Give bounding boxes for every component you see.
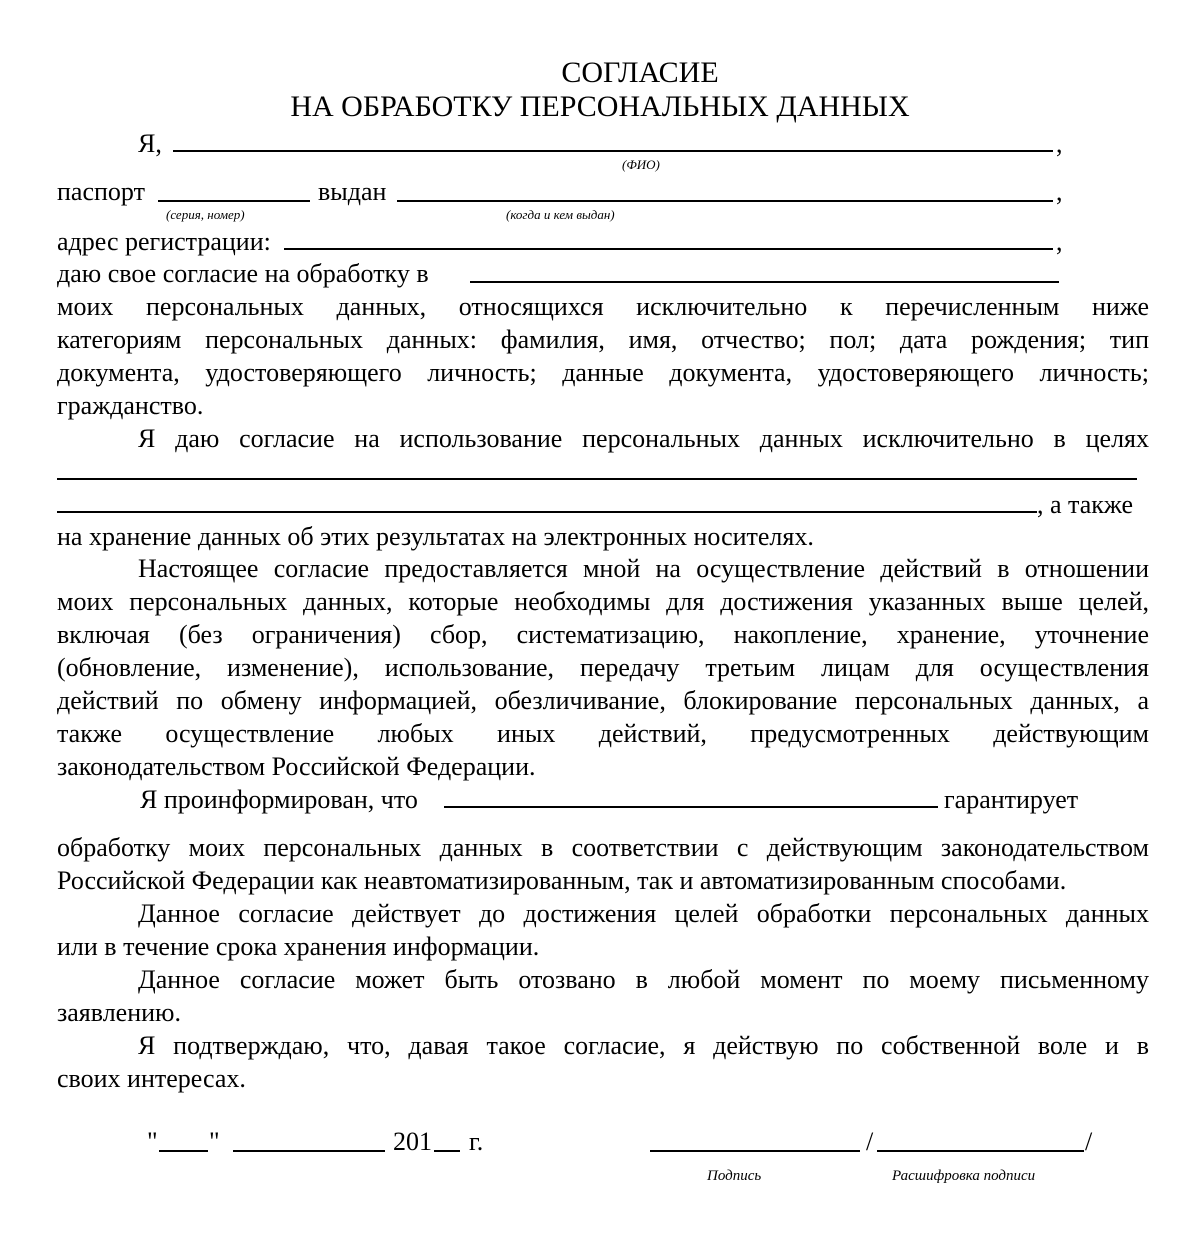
- para7-line: Я подтверждаю, что, давая такое согласие, я действую по собственной воле и в: [138, 1031, 1149, 1060]
- para3-line: моих персональных данных, которые необходимы для достижения указанных выше целей,: [57, 587, 1149, 616]
- fio-hint: (ФИО): [622, 157, 660, 172]
- document-title: СОГЛАСИЕ: [561, 56, 719, 89]
- para2-line: на хранение данных об этих результатах на электронных носителях.: [57, 522, 814, 551]
- signature-slash-1: /: [866, 1127, 874, 1156]
- para5-line: или в течение срока хранения информации.: [57, 932, 540, 961]
- para1-line: категориям персональных данных: фамилия, имя, отчество; пол; дата рождения; тип: [57, 325, 1149, 354]
- para1-line: моих персональных данных, относящихся исключительно к перечисленным ниже: [57, 292, 1149, 321]
- signature-hint: Подпись: [707, 1168, 762, 1184]
- signature-decoding-field[interactable]: [877, 1150, 1084, 1152]
- para4-suffix: гарантирует: [944, 785, 1079, 814]
- para7-line: своих интересах.: [57, 1064, 246, 1093]
- day-field[interactable]: [159, 1150, 208, 1152]
- para3-line: также осуществление любых иных действий, предусмотренных действующим: [57, 719, 1149, 748]
- para1-line: документа, удостоверяющего личность; данные документа, удостоверяющего личность;: [57, 358, 1149, 387]
- para3-line: законодательством Российской Федерации.: [57, 752, 536, 781]
- passport-hint: (серия, номер): [166, 207, 245, 222]
- purpose-field-2[interactable]: [57, 511, 1037, 513]
- date-quote-open: ": [147, 1127, 158, 1156]
- fio-comma: ,: [1056, 129, 1063, 158]
- year-prefix: 201: [393, 1127, 432, 1156]
- date-quote-close: ": [209, 1127, 220, 1156]
- para1-line: гражданство.: [57, 391, 204, 420]
- para3-line: действий по обмену информацией, обезличивание, блокирование персональных данных, а: [57, 686, 1149, 715]
- consent-to-label: даю свое согласие на обработку в: [57, 259, 429, 288]
- issued-field[interactable]: [397, 200, 1053, 202]
- para4-line: Российской Федерации как неавтоматизированным, так и автоматизированным способами.: [57, 866, 1067, 895]
- issued-hint: (когда и кем выдан): [506, 207, 615, 222]
- address-label: адрес регистрации:: [57, 227, 271, 256]
- para6-line: Данное согласие может быть отозвано в любой момент по моему письменному: [138, 965, 1149, 994]
- year-suffix: г.: [469, 1127, 484, 1156]
- passport-field[interactable]: [158, 200, 310, 202]
- para4-prefix: Я проинформирован, что: [140, 785, 418, 814]
- organization-field[interactable]: [470, 281, 1059, 283]
- passport-label: паспорт: [57, 177, 145, 206]
- para3-line: (обновление, изменение), использование, передачу третьим лицам для осуществления: [57, 653, 1149, 682]
- address-field[interactable]: [284, 248, 1053, 250]
- year-field[interactable]: [434, 1150, 460, 1152]
- address-comma: ,: [1056, 227, 1063, 256]
- para2-also: , а также: [1037, 490, 1134, 519]
- issued-comma: ,: [1056, 177, 1063, 206]
- month-field[interactable]: [233, 1150, 385, 1152]
- para4-line: обработку моих персональных данных в соответствии с действующим законодательством: [57, 833, 1149, 862]
- document-subtitle: НА ОБРАБОТКУ ПЕРСОНАЛЬНЫХ ДАННЫХ: [290, 90, 910, 123]
- signature-slash-2: /: [1085, 1127, 1093, 1156]
- para3-line: включая (без ограничения) сбор, систематизацию, накопление, хранение, уточнение: [57, 620, 1149, 649]
- para2-line: Я даю согласие на использование персональных данных исключительно в целях: [138, 424, 1149, 453]
- para5-line: Данное согласие действует до достижения целей обработки персональных данных: [138, 899, 1149, 928]
- fio-field[interactable]: [173, 150, 1053, 152]
- operator-field[interactable]: [444, 806, 938, 808]
- para6-line: заявлению.: [57, 998, 181, 1027]
- signature-field[interactable]: [650, 1150, 860, 1152]
- signature-decoding-hint: Расшифровка подписи: [892, 1168, 1036, 1184]
- purpose-field-1[interactable]: [57, 478, 1137, 480]
- i-label: Я,: [138, 129, 162, 158]
- issued-label: выдан: [318, 177, 387, 206]
- para3-line: Настоящее согласие предоставляется мной на осуществление действий в отношении: [138, 554, 1149, 583]
